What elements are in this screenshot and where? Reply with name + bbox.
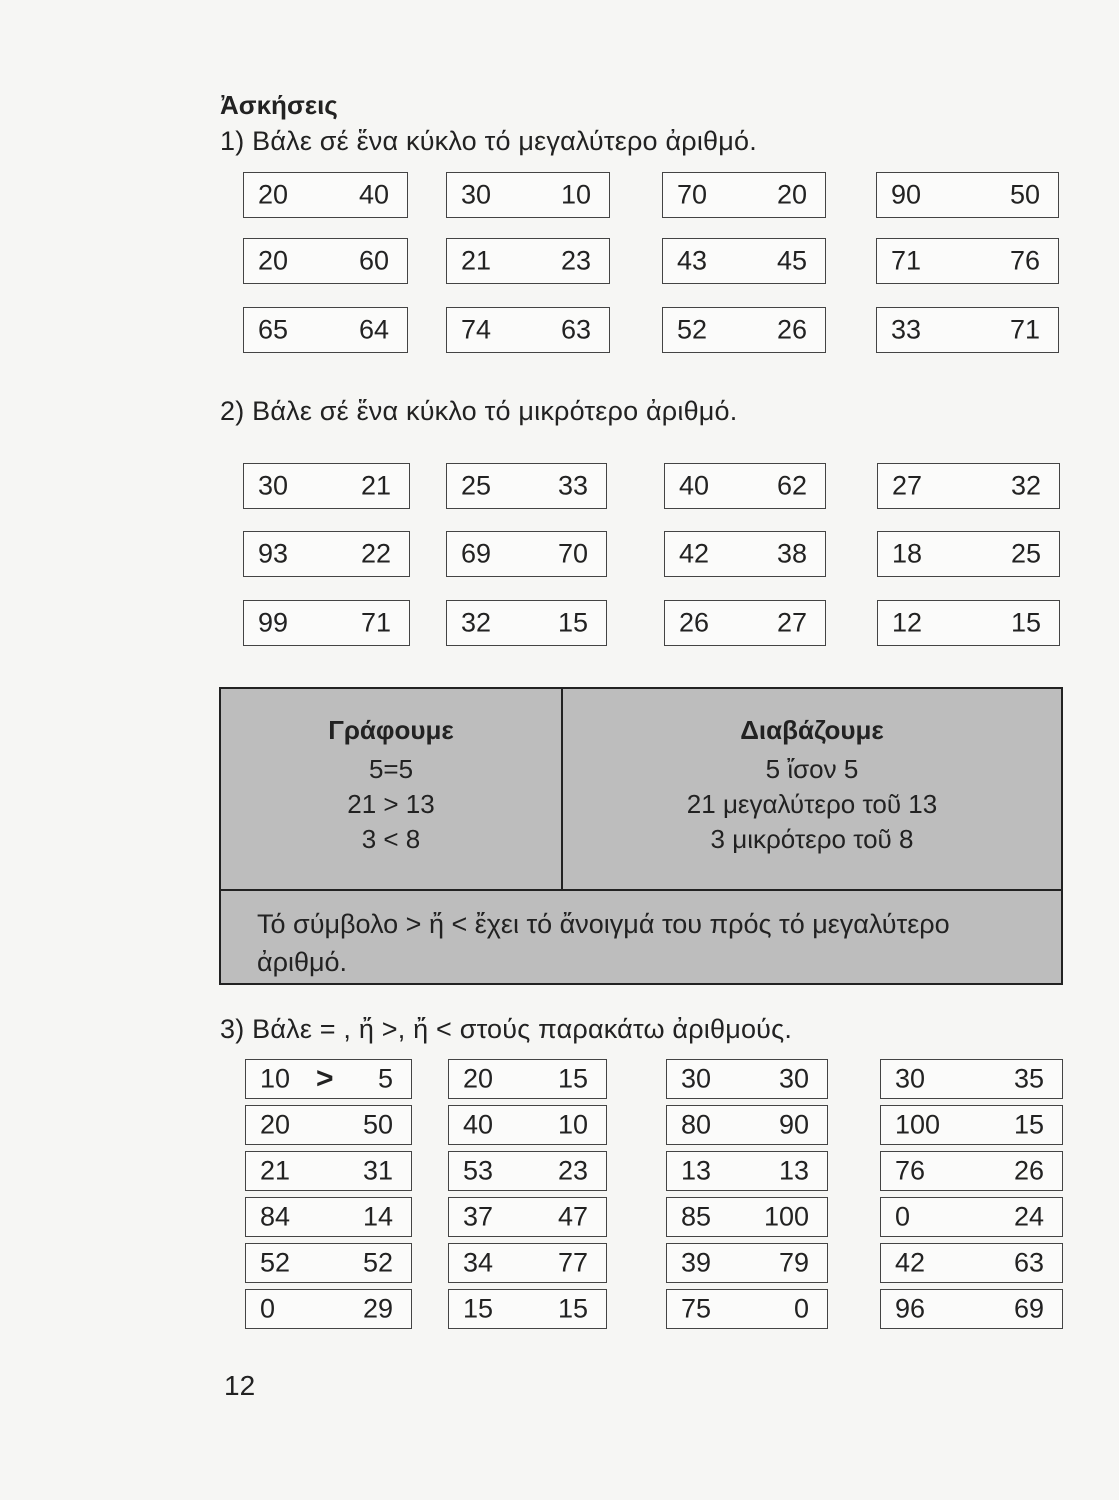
- read-column: [563, 689, 1061, 889]
- right-number: 24: [1013, 1201, 1044, 1232]
- number-pair-box[interactable]: [243, 238, 408, 284]
- number-pair-box[interactable]: [880, 1289, 1063, 1329]
- right-number: 38: [776, 538, 807, 569]
- left-number: 30: [895, 1063, 926, 1094]
- left-number: 26: [679, 607, 710, 638]
- left-number: 69: [461, 538, 492, 569]
- right-number: 50: [1009, 179, 1040, 210]
- right-number: 29: [362, 1293, 393, 1324]
- exercise3-instruction: 3) Βάλε = , ἤ >, ἤ < στούς παρακάτω ἀριθμούς.: [220, 1014, 793, 1044]
- left-number: 39: [681, 1247, 712, 1278]
- right-number: 15: [557, 1063, 588, 1094]
- left-number: 52: [677, 314, 708, 345]
- number-pair-box[interactable]: [666, 1059, 828, 1099]
- left-number: 34: [463, 1247, 494, 1278]
- left-number: 18: [892, 538, 923, 569]
- write-line: 21 > 13: [347, 789, 435, 819]
- left-number: 30: [461, 179, 492, 210]
- left-number: 42: [679, 538, 710, 569]
- exercise2-instruction: 2) Βάλε σέ ἕνα κύκλο τό μικρότερο ἀριθμό.: [220, 396, 738, 426]
- left-number: 43: [677, 245, 708, 276]
- number-pair-box[interactable]: [243, 172, 408, 218]
- number-pair-box[interactable]: [448, 1197, 607, 1237]
- number-pair-box[interactable]: [664, 531, 826, 577]
- number-pair-box[interactable]: [666, 1243, 828, 1283]
- left-number: 75: [681, 1293, 712, 1324]
- right-number: 25: [1010, 538, 1041, 569]
- left-number: 0: [895, 1201, 911, 1232]
- number-pair-box[interactable]: [876, 238, 1059, 284]
- right-number: 27: [776, 607, 807, 638]
- number-pair-box[interactable]: [662, 172, 826, 218]
- left-number: 40: [679, 470, 710, 501]
- number-pair-box[interactable]: [243, 463, 410, 509]
- number-pair-box[interactable]: [664, 463, 826, 509]
- number-pair-box[interactable]: [666, 1151, 828, 1191]
- right-number: 22: [360, 538, 391, 569]
- left-number: 0: [260, 1293, 276, 1324]
- right-number: 35: [1013, 1063, 1044, 1094]
- right-number: 21: [360, 470, 391, 501]
- left-number: 80: [681, 1109, 712, 1140]
- number-pair-box[interactable]: [877, 463, 1060, 509]
- right-number: 63: [1013, 1247, 1044, 1278]
- left-number: 10: [260, 1063, 291, 1094]
- number-pair-box[interactable]: [880, 1197, 1063, 1237]
- right-number: 14: [362, 1201, 393, 1232]
- left-number: 52: [260, 1247, 291, 1278]
- read-line: 3 μικρότερο τοῦ 8: [710, 824, 914, 854]
- read-title: Διαβάζουμε: [740, 715, 884, 745]
- right-number: 33: [557, 470, 588, 501]
- left-number: 37: [463, 1201, 494, 1232]
- number-pair-box[interactable]: [662, 307, 826, 353]
- left-number: 70: [677, 179, 708, 210]
- read-line: 21 μεγαλύτερο τοῦ 13: [686, 789, 938, 819]
- right-number: 60: [358, 245, 389, 276]
- number-pair-box[interactable]: [880, 1105, 1063, 1145]
- right-number: 20: [776, 179, 807, 210]
- number-pair-box[interactable]: [666, 1105, 828, 1145]
- number-pair-box[interactable]: [877, 600, 1060, 646]
- left-number: 15: [463, 1293, 494, 1324]
- left-number: 33: [891, 314, 922, 345]
- right-number: 23: [560, 245, 591, 276]
- number-pair-box[interactable]: [448, 1289, 607, 1329]
- right-number: 90: [778, 1109, 809, 1140]
- rule-box: [219, 687, 1063, 985]
- right-number: 100: [763, 1201, 809, 1232]
- right-number: 15: [557, 607, 588, 638]
- right-number: 76: [1009, 245, 1040, 276]
- right-number: 70: [557, 538, 588, 569]
- number-pair-box[interactable]: [243, 600, 410, 646]
- write-column: [221, 689, 563, 889]
- left-number: 42: [895, 1247, 926, 1278]
- left-number: 84: [260, 1201, 291, 1232]
- left-number: 20: [258, 179, 289, 210]
- number-pair-box[interactable]: [662, 238, 826, 284]
- write-line: 3 < 8: [361, 824, 421, 854]
- number-pair-box[interactable]: [446, 307, 610, 353]
- right-number: 64: [358, 314, 389, 345]
- number-pair-box[interactable]: [446, 238, 610, 284]
- right-number: 77: [557, 1247, 588, 1278]
- right-number: 32: [1010, 470, 1041, 501]
- number-pair-box[interactable]: [446, 463, 607, 509]
- left-number: 21: [260, 1155, 291, 1186]
- number-pair-box[interactable]: [245, 1289, 412, 1329]
- right-number: 30: [778, 1063, 809, 1094]
- right-number: 23: [557, 1155, 588, 1186]
- rule-note: Τό σύμβολο > ἤ < ἔχει τό ἄνοιγμά του πρός τό μεγαλύτερο ἀριθμό.: [221, 889, 1061, 983]
- right-number: 10: [557, 1109, 588, 1140]
- number-pair-box[interactable]: [446, 600, 607, 646]
- number-pair-box[interactable]: [666, 1289, 828, 1329]
- left-number: 71: [891, 245, 922, 276]
- number-pair-box[interactable]: [664, 600, 826, 646]
- number-pair-box[interactable]: [245, 1105, 412, 1145]
- right-number: 15: [1010, 607, 1041, 638]
- left-number: 96: [895, 1293, 926, 1324]
- left-number: 40: [463, 1109, 494, 1140]
- left-number: 21: [461, 245, 492, 276]
- left-number: 76: [895, 1155, 926, 1186]
- number-pair-box[interactable]: [448, 1059, 607, 1099]
- right-number: 71: [1009, 314, 1040, 345]
- left-number: 74: [461, 314, 492, 345]
- number-pair-box[interactable]: [245, 1151, 412, 1191]
- number-pair-box[interactable]: [446, 531, 607, 577]
- number-pair-box[interactable]: [245, 1243, 412, 1283]
- left-number: 85: [681, 1201, 712, 1232]
- write-line: 5=5: [368, 754, 414, 784]
- number-pair-box[interactable]: [243, 531, 410, 577]
- number-pair-box[interactable]: [880, 1151, 1063, 1191]
- write-title: Γράφουμε: [328, 715, 454, 745]
- left-number: 32: [461, 607, 492, 638]
- left-number: 20: [260, 1109, 291, 1140]
- right-number: 63: [560, 314, 591, 345]
- left-number: 27: [892, 470, 923, 501]
- number-pair-box[interactable]: [245, 1197, 412, 1237]
- left-number: 30: [258, 470, 289, 501]
- right-number: 69: [1013, 1293, 1044, 1324]
- left-number: 65: [258, 314, 289, 345]
- read-line: 5 ἴσον 5: [765, 754, 859, 784]
- right-number: 13: [778, 1155, 809, 1186]
- comparison-mark: >: [316, 1062, 334, 1095]
- right-number: 10: [560, 179, 591, 210]
- right-number: 47: [557, 1201, 588, 1232]
- right-number: 79: [778, 1247, 809, 1278]
- left-number: 20: [258, 245, 289, 276]
- left-number: 30: [681, 1063, 712, 1094]
- number-pair-box[interactable]: [876, 307, 1059, 353]
- number-pair-box[interactable]: [243, 307, 408, 353]
- left-number: 25: [461, 470, 492, 501]
- exercise1-instruction: 1) Βάλε σέ ἕνα κύκλο τό μεγαλύτερο ἀριθμό.: [220, 126, 757, 156]
- number-pair-box[interactable]: [876, 172, 1059, 218]
- right-number: 5: [377, 1063, 393, 1094]
- right-number: 15: [557, 1293, 588, 1324]
- left-number: 20: [463, 1063, 494, 1094]
- left-number: 100: [895, 1109, 941, 1140]
- left-number: 90: [891, 179, 922, 210]
- left-number: 53: [463, 1155, 494, 1186]
- right-number: 15: [1013, 1109, 1044, 1140]
- number-pair-box[interactable]: [448, 1243, 607, 1283]
- left-number: 99: [258, 607, 289, 638]
- right-number: 52: [362, 1247, 393, 1278]
- number-pair-box[interactable]: [880, 1059, 1063, 1099]
- right-number: 50: [362, 1109, 393, 1140]
- right-number: 71: [360, 607, 391, 638]
- number-pair-box[interactable]: [245, 1059, 412, 1099]
- right-number: 45: [776, 245, 807, 276]
- right-number: 26: [1013, 1155, 1044, 1186]
- right-number: 40: [358, 179, 389, 210]
- number-pair-box[interactable]: [448, 1105, 607, 1145]
- number-pair-box[interactable]: [448, 1151, 607, 1191]
- number-pair-box[interactable]: [877, 531, 1060, 577]
- page-number: 12: [224, 1370, 256, 1401]
- left-number: 13: [681, 1155, 712, 1186]
- right-number: 31: [362, 1155, 393, 1186]
- right-number: 0: [793, 1293, 809, 1324]
- left-number: 12: [892, 607, 923, 638]
- number-pair-box[interactable]: [446, 172, 610, 218]
- section-title: Ἀσκήσεις: [220, 90, 338, 120]
- number-pair-box[interactable]: [666, 1197, 828, 1237]
- right-number: 62: [776, 470, 807, 501]
- number-pair-box[interactable]: [880, 1243, 1063, 1283]
- left-number: 93: [258, 538, 289, 569]
- right-number: 26: [776, 314, 807, 345]
